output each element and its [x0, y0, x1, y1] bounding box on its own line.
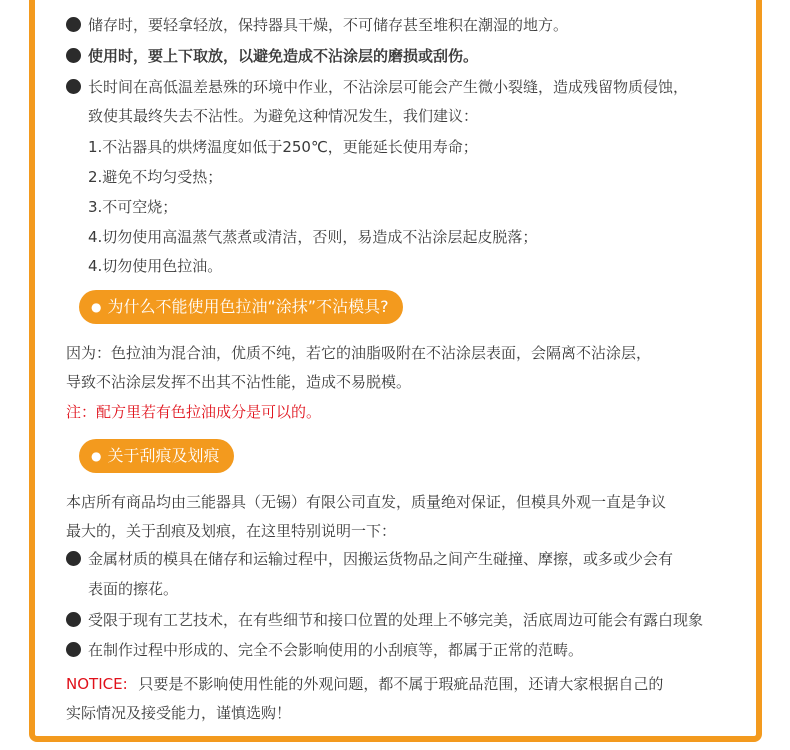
care-longterm-line2: 致使其最终失去不沾性。为避免这种情况发生，我们建议： [88, 107, 479, 125]
advice-item: 1.不沾器具的烘烤温度如低于250℃，更能延长使用寿命； [88, 138, 478, 156]
bullet-icon [66, 48, 81, 63]
notice-label: NOTICE: [66, 675, 128, 693]
scratch-intro-line1: 本店所有商品均由三能器具（无锡）有限公司直发，质量绝对保证，但模具外观一直是争议 [66, 493, 667, 511]
dot-icon: ● [91, 300, 102, 314]
bullet-icon [66, 17, 81, 32]
oil-explanation-line2: 导致不沾涂层发挥不出其不沾性能，造成不易脱模。 [66, 373, 412, 391]
advice-item: 3.不可空烧； [88, 198, 178, 216]
scratch-item2: 受限于现有工艺技术，在有些细节和接口位置的处理上不够完美，活底周边可能会有露白现象 [88, 611, 704, 629]
oil-explanation-line1: 因为：色拉油为混合油，优质不纯，若它的油脂吸附在不沾涂层表面，会隔离不沾涂层， [66, 344, 652, 362]
scratch-item1-line1: 金属材质的模具在储存和运输过程中，因搬运货物品之间产生碰撞、摩擦，或多或少会有 [88, 550, 674, 568]
scratch-heading-text: 关于刮痕及划痕 [107, 446, 220, 465]
bullet-icon [66, 79, 81, 94]
bullet-icon [66, 612, 81, 627]
bullet-icon [66, 642, 81, 657]
oil-section-heading [79, 290, 403, 324]
advice-item: 4.切勿使用色拉油。 [88, 257, 223, 275]
care-longterm-line1: 长时间在高低温差悬殊的环境中作业，不沾涂层可能会产生微小裂缝，造成残留物质侵蚀， [88, 78, 689, 96]
oil-note: 注：配方里若有色拉油成分是可以的。 [66, 403, 322, 421]
notice-line2: 实际情况及接受能力，谨慎选购！ [66, 704, 292, 722]
oil-heading-text: 为什么不能使用色拉油“涂抹”不沾模具? [107, 297, 389, 316]
care-storage: 储存时，要轻拿轻放，保持器具干燥，不可储存甚至堆积在潮湿的地方。 [88, 16, 569, 34]
scratch-intro-line2: 最大的，关于刮痕及划痕，在这里特别说明一下： [66, 522, 397, 540]
advice-item: 4.切勿使用高温蒸气蒸煮或清洁，否则，易造成不沾涂层起皮脱落； [88, 228, 538, 246]
notice-line1 [66, 674, 663, 694]
scratch-item1-line2: 表面的擦花。 [88, 580, 179, 598]
notice-text: 只要是不影响使用性能的外观问题，都不属于瑕疵品范围，还请大家根据自己的 [138, 675, 664, 693]
care-usage: 使用时，要上下取放，以避免造成不沾涂层的磨损或刮伤。 [88, 47, 479, 65]
dot-icon: ● [91, 449, 102, 463]
scratch-item3: 在制作过程中形成的、完全不会影响使用的小刮痕等，都属于正常的范畴。 [88, 641, 584, 659]
scratch-section-heading [79, 439, 234, 473]
bullet-icon [66, 551, 81, 566]
advice-item: 2.避免不均匀受热； [88, 168, 223, 186]
